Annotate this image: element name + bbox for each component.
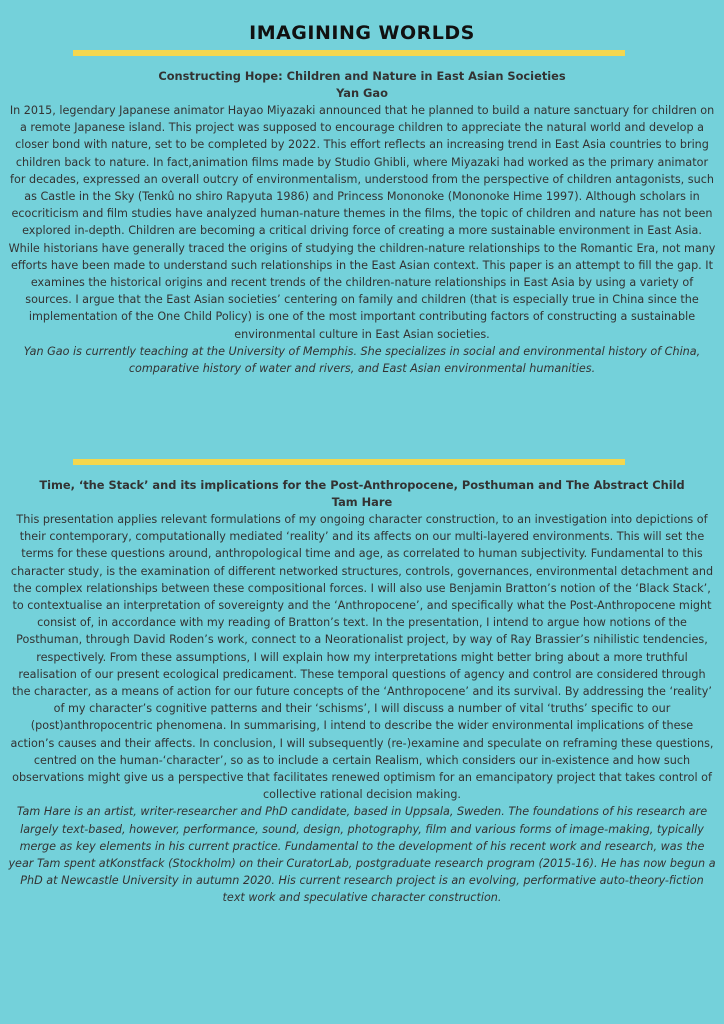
- section-author: Yan Gao: [336, 86, 388, 100]
- section-bio: Yan Gao is currently teaching at the University of Memphis. She specializes in social and environmental history of China, comparative history of water and rivers, and East Asian environmental humanities.: [23, 344, 701, 376]
- section-abstract: This presentation applies relevant formulations of my ongoing character construction, to an investigation into depictions of their contemporary, computationally mediated ‘reality’ and its affects on our multi-layered environments. This will set the terms for these questions around, anthropological time and age, as correlated to human subjectivity. Fundamental to this character study, is the examination of different networked structures, controls, governances, environmental detachment and the complex relationships between these compositional forces. I will also use Benjamin Bratton’s notion of the ‘Black Stack’, to contextualise an interpretation of sovereignty and the ‘Anthropocene’, and specifically what the Post-Anthropocene might consist of, in accordance with my reading of Bratton’s text. In the presentation, I intend to argue how notions of the Posthuman, through David Roden’s work, connect to a Neorationalist project, by way of Ray Brassier’s nihilistic tendencies, respectively. From these assumptions, I will explain how my interpretations might better bring about a more truthful realisation of our present ecological predicament. These temporal questions of agency and control are considered through the character, as a means of action for our future concepts of the ‘Anthropocene’ and its survival. By addressing the ‘reality’ of my character’s cognitive patterns and their ‘schisms’, I will discuss a number of vital ‘truths’ specific to our (post)anthropocentric phenomena. In summarising, I intend to describe the wider environmental implications of these action’s causes and their affects. In conclusion, I will subsequently (re-)examine and speculate on reframing these questions, centred on the human-‘character’, so as to include a certain Realism, which considers our in-existence and how such observations might give us a perspective that facilitates renewed optimism for an emancipatory project that takes control of collective rational decision making.: [10, 513, 714, 802]
- title-divider: [73, 50, 625, 56]
- abstract-section-gao: [8, 68, 716, 377]
- section-divider: [73, 459, 625, 465]
- section-bio: Tam Hare is an artist, writer-researcher and PhD candidate, based in Uppsala, Sweden. The foundations of his research are largely text-based, however, performance, sound, design, photography, film and various forms of image-making, typically merge as key elements in his current practice. Fundamental to the development of his recent work and research, was the year Tam spent atKonstfack (Stockholm) on their CuratorLab, postgraduate research program (2015-16). He has now begun a PhD at Newcastle University in autumn 2020. His current research project is an evolving, performative auto-theory-fiction text work and speculative character construction.: [8, 805, 716, 905]
- section-author: Tam Hare: [331, 495, 393, 509]
- page-title: IMAGINING WORLDS: [249, 22, 475, 44]
- section-title: Time, ‘the Stack’ and its implications for the Post-Anthropocene, Posthuman and The Abstract Child: [39, 478, 685, 492]
- section-abstract: In 2015, legendary Japanese animator Hayao Miyazaki announced that he planned to build a nature sanctuary for children on a remote Japanese island. This project was supposed to encourage children to appreciate the natural world and develop a closer bond with nature, set to be completed by 2022. This effort reflects an increasing trend in East Asia countries to bring children back to nature. In fact,animation films made by Studio Ghibli, where Miyazaki had worked as the primary animator for decades, expressed an overall outcry of environmentalism, understood from the perspective of children antagonists, such as Castle in the Sky (Tenkû no shiro Rapyuta 1986) and Princess Mononoke (Mononoke Hime 1997). Although scholars in ecocriticism and film studies have analyzed human-nature themes in the films, the topic of children and nature has not been explored in-depth. Children are becoming a critical driving force of creating a more sustainable environment in East Asia. While historians have generally traced the origins of studying the children-nature relationships to the Romantic Era, not many efforts have been made to understand such relationships in the East Asian context. This paper is an attempt to fill the gap. It examines the historical origins and recent trends of the children-nature relationships in East Asia by using a variety of sources. I argue that the East Asian societies’ centering on family and children (that is especially true in China since the implementation of the One Child Policy) is one of the most important contributing factors of constructing a sustainable environmental culture in East Asian societies.: [8, 104, 716, 341]
- abstract-section-hare: [8, 477, 716, 907]
- section-title: Constructing Hope: Children and Nature in East Asian Societies: [158, 69, 566, 83]
